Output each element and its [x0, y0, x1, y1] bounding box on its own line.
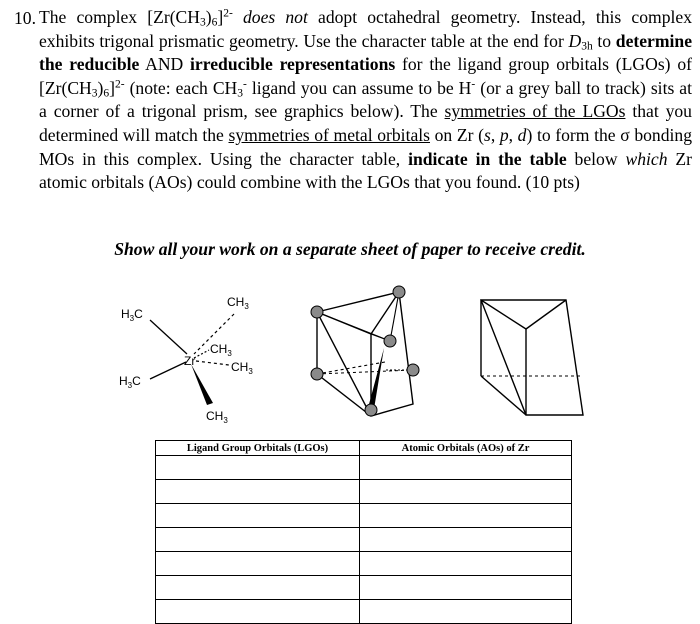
bond-line — [150, 362, 186, 379]
table-row — [156, 528, 572, 552]
point-group-d: D — [568, 30, 582, 51]
orbital-d: d — [517, 124, 527, 145]
prism-outline — [317, 292, 413, 416]
ao-cell[interactable] — [360, 528, 572, 552]
ligand-ball — [365, 404, 377, 416]
table-row — [156, 456, 572, 480]
text-span: , — [508, 124, 518, 145]
underline-symmetries-lgos: symmetries of the LGOs — [444, 101, 626, 122]
text-span: for the ligand group orbitals (LGOs) of [Zr(CH — [39, 54, 692, 98]
ch3-top-label: $CH_3$ — [227, 295, 249, 311]
text-span: ] — [217, 7, 224, 27]
text-span: below — [566, 148, 626, 169]
ch3-right-label: $CH_3$ — [231, 360, 253, 376]
table-row — [156, 576, 572, 600]
subscript: 6 — [103, 87, 110, 100]
lgo-cell[interactable] — [156, 552, 360, 576]
table-row — [156, 552, 572, 576]
text-span: AND — [139, 54, 191, 75]
text-span: (note: each CH — [124, 77, 238, 98]
prism-outline — [481, 300, 583, 415]
ligand-ball — [384, 335, 396, 347]
ao-cell[interactable] — [360, 456, 572, 480]
zr-label: Zr — [184, 354, 196, 368]
h3c-bottom-label: $H_3C$ — [119, 374, 141, 390]
dashed-bond — [194, 350, 209, 358]
emphasis-which: which — [625, 148, 668, 169]
subscript: 3 — [200, 16, 206, 29]
ligand-bond — [317, 362, 385, 374]
ao-cell[interactable] — [360, 504, 572, 528]
dashed-bond — [196, 361, 229, 365]
text-span: adopt octahedral geometry. Instead, this complex exhibits trigonal prismatic geometry. Use the character table at the end for — [39, 7, 692, 51]
work-notice: Show all your work on a separate sheet of paper to receive credit. — [114, 239, 586, 259]
superscript: 2- — [114, 78, 125, 91]
lgo-cell[interactable] — [156, 576, 360, 600]
underline-symmetries-metal: symmetries of metal orbitals — [228, 124, 430, 145]
bold-irreducible: irreducible representations — [190, 54, 396, 75]
ligand-ball — [407, 364, 419, 376]
text-span: that you determined will match the — [39, 101, 692, 145]
text-span: (or a grey ball to track) sits at a corner of a trigonal prism, see graphics below). The — [39, 77, 692, 122]
superscript: 2- — [223, 7, 233, 20]
ao-cell[interactable] — [360, 576, 572, 600]
superscript: - — [471, 78, 476, 91]
text-span: Zr atomic orbitals (AOs) could combine with the LGOs that you found. (10 pts) — [39, 148, 693, 193]
prism-edge — [481, 376, 526, 415]
text-span: The complex [Zr(CH — [39, 7, 200, 27]
bold-indicate: indicate in the table — [408, 148, 567, 169]
lgo-cell[interactable] — [156, 504, 360, 528]
orbital-table-container — [155, 440, 572, 624]
lgo-cell[interactable] — [156, 528, 360, 552]
text-span — [233, 7, 243, 27]
molecule-figures — [100, 282, 600, 437]
table-header-row — [156, 441, 572, 456]
orbital-answer-table — [155, 440, 572, 624]
text-span: ligand you can assume to be H — [246, 77, 472, 98]
table-row — [156, 600, 572, 624]
bold-determine: determine the reducible — [39, 30, 693, 75]
text-span: on Zr ( — [430, 124, 484, 145]
ch3-bottom-label: $CH_3$ — [206, 409, 228, 425]
prism-with-ligands-diagram — [311, 286, 419, 416]
zr-structure-diagram — [119, 295, 253, 425]
text-span: , — [490, 124, 500, 145]
subscript: 6 — [211, 16, 218, 29]
subscript: 3 — [91, 87, 98, 100]
ligand-ball — [311, 306, 323, 318]
question-number: 10. — [14, 8, 36, 28]
ligand-ball — [393, 286, 405, 298]
table-row — [156, 504, 572, 528]
prism-edge — [481, 300, 526, 329]
text-span: to — [592, 30, 616, 51]
prism-edge — [317, 374, 371, 416]
h3c-top-label: $H_3C$ — [121, 307, 143, 323]
bond-line — [150, 320, 187, 354]
empty-prism-diagram — [481, 300, 583, 415]
lgo-cell[interactable] — [156, 480, 360, 504]
wedge-bond — [191, 364, 213, 405]
orbital-p: p — [499, 124, 509, 145]
lgo-column-header: Ligand Group Orbitals (LGOs) — [156, 441, 360, 456]
emphasis-does-not: does not — [242, 7, 308, 27]
table-row — [156, 480, 572, 504]
text-span: ) to form the σ bonding MOs in this complex. Using the character table, — [39, 124, 692, 169]
prism-edge — [526, 300, 566, 329]
ao-cell[interactable] — [360, 600, 572, 624]
ao-cell[interactable] — [360, 552, 572, 576]
lgo-cell[interactable] — [156, 456, 360, 480]
point-group-subscript: 3h — [581, 39, 593, 52]
ch3-mid-label: $CH_3$ — [210, 342, 232, 358]
ligand-ball — [311, 368, 323, 380]
text-span: ) — [97, 77, 104, 98]
orbital-s: s — [483, 124, 491, 145]
text-span: ) — [205, 7, 212, 27]
subscript: 3 — [237, 87, 244, 100]
question-text — [39, 6, 692, 195]
ao-column-header: Atomic Orbitals (AOs) of Zr — [360, 441, 572, 456]
superscript: - — [243, 78, 247, 91]
text-span: ] — [109, 77, 115, 98]
lgo-cell[interactable] — [156, 600, 360, 624]
ao-cell[interactable] — [360, 480, 572, 504]
